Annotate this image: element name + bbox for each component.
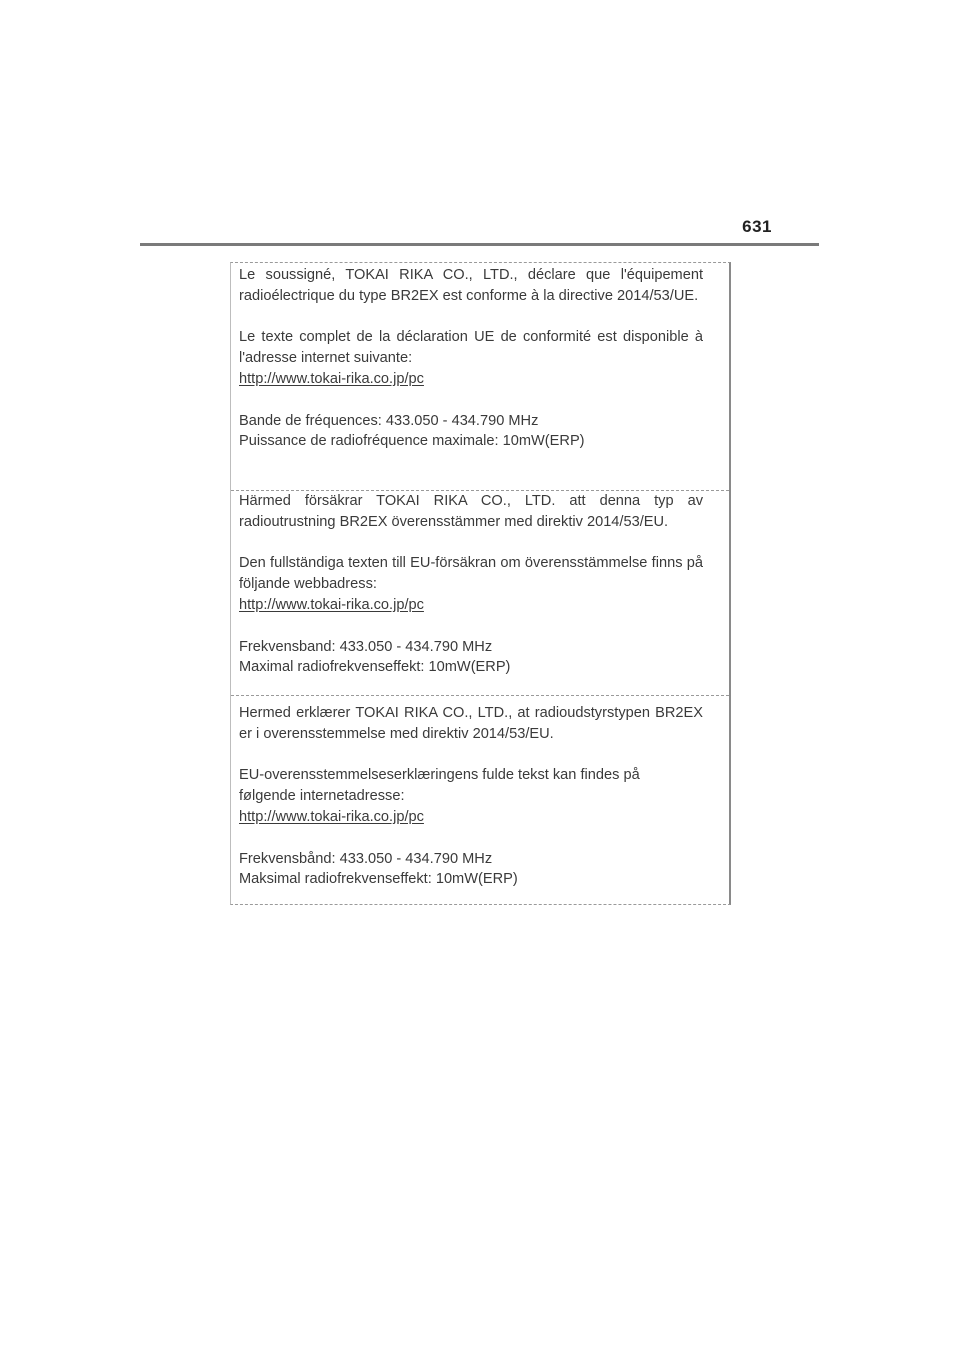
declaration-statement: Le soussigné, TOKAI RIKA CO., LTD., déclare que l'équipement radioélectrique du type BR2EX est conforme à la directive 2014/53/UE. — [239, 267, 703, 304]
max-power: Puissance de radiofréquence maximale: 10mW(ERP) — [239, 433, 585, 450]
frequency-band: Frekvensband: 433.050 - 434.790 MHz — [239, 638, 493, 655]
full-text-intro-line-2: følgende internetadresse: — [239, 788, 405, 805]
declaration-statement: Härmed försäkrar TOKAI RIKA CO., LTD. att denna typ av radioutrustning BR2EX överensstämmer med direktiv 2014/53/EU. — [239, 493, 703, 530]
full-text-intro: Le texte complet de la déclaration UE de conformité est disponible à l'adresse internet suivante: — [239, 329, 703, 367]
header-rule — [140, 243, 819, 246]
page-number: 631 — [742, 217, 772, 236]
max-power: Maksimal radiofrekvenseffekt: 10mW(ERP) — [239, 871, 518, 888]
frequency-band: Bande de fréquences: 433.050 - 434.790 MHz — [239, 412, 539, 429]
declaration-section-danish — [231, 695, 729, 904]
declaration-statement: Hermed erklærer TOKAI RIKA CO., LTD., at radioudstyrstypen BR2EX er i overensstemmelse med direktiv 2014/53/EU. — [239, 705, 703, 742]
full-text-intro: Den fullständiga texten till EU-försäkran om överensstämmelse finns på följande webbadress: — [239, 555, 703, 593]
declaration-of-conformity-box — [230, 262, 731, 905]
declaration-section-french — [231, 263, 729, 489]
full-text-intro-line-1: EU-overensstemmelseserklæringens fulde tekst kan findes på — [239, 767, 640, 784]
frequency-band: Frekvensbånd: 433.050 - 434.790 MHz — [239, 850, 493, 867]
tokai-rika-url-link[interactable]: http://www.tokai-rika.co.jp/pc — [239, 370, 424, 387]
tokai-rika-url-link[interactable]: http://www.tokai-rika.co.jp/pc — [239, 596, 424, 613]
declaration-section-swedish — [231, 490, 729, 695]
tokai-rika-url-link[interactable]: http://www.tokai-rika.co.jp/pc — [239, 808, 424, 825]
max-power: Maximal radiofrekvenseffekt: 10mW(ERP) — [239, 659, 511, 676]
